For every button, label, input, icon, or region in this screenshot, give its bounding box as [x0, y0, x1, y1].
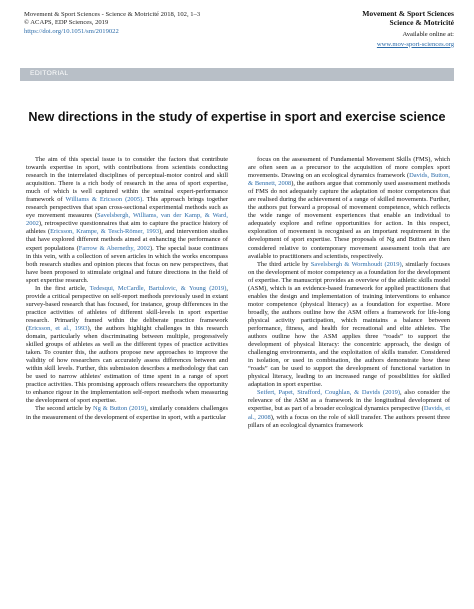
paragraph-text: ), and intervention studies that have explored different methods aimed at enhancing the performance of expert populations ( [26, 228, 228, 252]
section-bar [20, 68, 454, 81]
paragraph [26, 405, 228, 421]
journal-url-link[interactable]: www.mov-sport-sciences.org [376, 40, 454, 48]
citation-link[interactable]: Farrow & Abernethy, 2002 [78, 244, 150, 252]
citation-link[interactable]: Ericsson, Krampe, & Tesch-Römer, 1993 [50, 228, 160, 236]
journal-name-line-1: Movement & Sport Sciences [362, 9, 454, 18]
citation-link[interactable]: Ericsson, et al., 1993 [28, 324, 88, 332]
paragraph-text: ), the authors argue that commonly used assessment methods of FMS do not adequately capture the adaptation of motor competences that are realised during the achievement of a range of skilled movements. Further, the authors put forward a proposal of movement competence, which reflects the wide range of movement experiences that enable an individual to adequately explore and refine opportunities for action. In this respect, exploration of movement is recognised as an important requirement in the development of sport expertise. These proposals of Ng and Button are then considered relative to contemporary movement assessment tools that are available to practitioners and scientists, respectively. [248, 180, 450, 260]
paragraph [248, 389, 450, 429]
paragraph-text: The aim of this special issue is to consider the factors that contribute towards expertise in sport, with contributions from scientists conducting research in the interrelated disciplines of perceptual-motor control and skill acquisition. There is a rich body of research in the area of sport expertise, much of which is well captured within the seminal expert-performance framework of [26, 156, 228, 204]
paragraph [26, 156, 228, 285]
citation-link[interactable]: Tedesqui, McCardle, Bartulovic, & Young (2019) [89, 284, 227, 292]
paragraph-text: ), with a focus on the role of skill transfer. The authors present three pillars of an ecological dynamics framework [248, 413, 450, 429]
paragraph-text: In the first article, [35, 284, 90, 292]
paragraph-text: , provide a critical perspective on self-report methods previously used in extant survey-based research that has focused, for instance, group differences in the practice activities of athletes of different skill-levels in sport expertise research. Primarily framed within the deliberate practice framework ( [26, 284, 228, 332]
citation-link[interactable]: Seifert, Papet, Strafford, Coughlan, & Davids (2019) [257, 389, 401, 397]
paragraph [26, 285, 228, 406]
header-journal [294, 10, 454, 49]
paragraph-text: focus on the assessment of Fundamental Movement Skills (FMS), which are often seen as a precursor to the acquisition of more complex sport movements. Drawing on an ecological dynamics framework ( [248, 156, 450, 180]
paragraph [248, 156, 450, 261]
paragraph-text: ). The special issue continues in this vein, with a collection of seven articles in which the works encompass both research studies and opinion pieces that focus on new perspectives, that have been proposed to stimulate original and future directions in the field of sport expertise research. [26, 244, 228, 284]
citation-link[interactable]: Ng & Button (2019) [93, 405, 147, 413]
citation-link[interactable]: Williams & Ericsson (2005) [65, 196, 143, 204]
citation-link[interactable]: Savelsbergh & Wormhoudt (2019) [310, 260, 402, 268]
doi-link[interactable]: https://doi.org/10.1051/sm/2019022 [24, 27, 119, 35]
paragraph-text: The second article by [35, 405, 94, 413]
paragraph-text: ), the authors highlight challenges in this research domain, particularly when discriminating between multiple, progressively skilled groups of athletes as well as the different types of practice activities taken. To counter this, the authors propose new approaches to improve the validity of how researchers can accurately assess differences between and within skill levels. Further, this submission describes a methodology that can be used to narrow athletes' estimation of time spent in a range of sport practice activities. This promising approach offers researchers the opportunity to enhance rigour in the implementation self-report methods when measuring the development of sport expertise. [26, 324, 229, 405]
paragraph-text: The third article by [257, 260, 311, 268]
citation-link[interactable]: Davids, Button, & Bennett, 2008 [248, 172, 450, 188]
paragraph-text: , also consider the relevance of the ASM as a framework in the longitudinal development of expertise, but as part of a broader ecological dynamics perspective ( [248, 389, 450, 413]
citation-link[interactable]: Davids, et al., 2008 [248, 405, 450, 421]
citation-line-1: Movement & Sport Sciences - Science & Motricité 2018, 102, 1–3 [24, 11, 201, 18]
section-label: EDITORIAL [30, 70, 69, 77]
right-column [248, 156, 450, 430]
header-citation [24, 11, 294, 36]
paragraph-text: . This approach brings together research perspectives that span cross-sectional experimental methods such as eye movement measures ( [26, 196, 228, 220]
citation-line-2: © ACAPS, EDP Sciences, 2019 [24, 19, 109, 27]
article-title: New directions in the study of expertise in sport and exercise science [28, 110, 446, 124]
paragraph-text: , similarly focuses on the development of motor competency as a foundation for the development of expertise. The manuscript provides an overview of the athletic skills model (ASM), which is an evidence-based framework for applied practitioners that enables the design and implementation of training interventions to enhance motor competence (physical literacy) as a foundation for expertise. More broadly, the authors outline how the ASM offers a framework for life-long physical activity participation, which maintains a balance between performance, fitness, and health for recreational and elite athletes. The authors outline how the ASM applies three “roads” to support the development of physical literacy: the concentric approach, the design of challenging environments, and the exploitation of skills transfer. Considered in isolation, or used in combination, the authors demonstrate how these “roads” can be used to support the development of functional variation in physical literacy, leading to an increased range of possibilities for skilled adaptation in sport expertise. [248, 260, 450, 389]
paragraph-text: , similarly considers challenges in the measurement of the development of expertise in sport, with a particular [26, 405, 228, 421]
paragraph-text: ), retrospective questionnaires that aim to capture the practice history of athletes ( [26, 220, 228, 236]
paragraph [248, 261, 450, 390]
journal-name-line-2: Science & Motricité [389, 17, 454, 27]
left-column [26, 156, 228, 422]
citation-link[interactable]: Savelsbergh, Williams, van der Kamp, & Ward, 2002 [26, 212, 228, 228]
available-online-label: Available online at: [402, 31, 454, 39]
